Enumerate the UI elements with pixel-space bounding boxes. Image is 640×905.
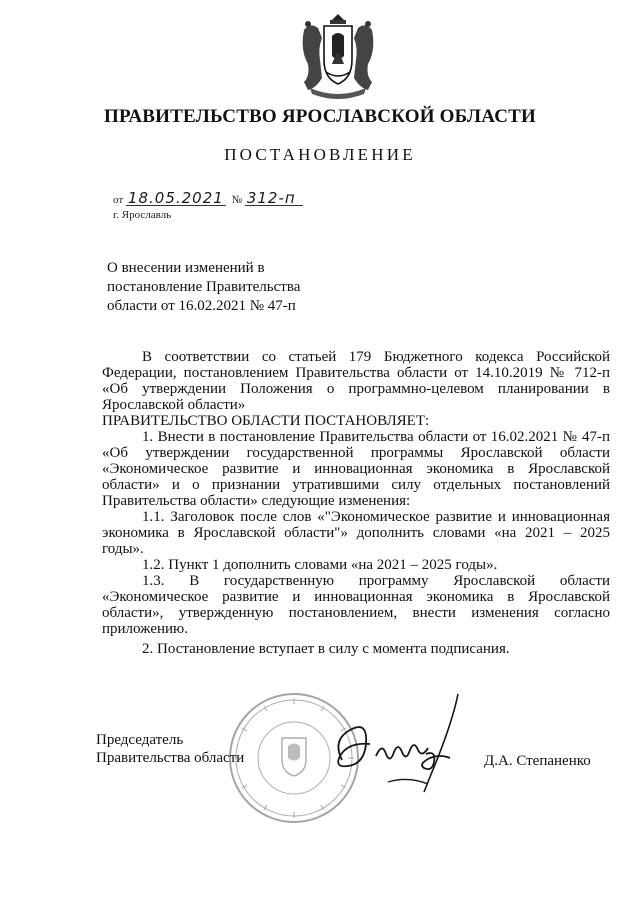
document-subject (107, 259, 337, 316)
org-title: ПРАВИТЕЛЬСТВО ЯРОСЛАВСКОЙ ОБЛАСТИ (104, 106, 536, 127)
subject-line: постановление Правительства (107, 279, 301, 295)
signatory-name: Д.А. Степаненко (484, 753, 591, 769)
signatory-position (96, 731, 244, 767)
coat-of-arms-emblem (296, 10, 380, 102)
item-2-paragraph: 2. Постановление вступает в силу с момента подписания. (142, 641, 510, 657)
preamble-paragraph: В соответствии со статьей 179 Бюджетного кодекса Российской Федерации, постановлением Правительства области от 14.10.2019 № 712-п «Об утверждении Положения о программно-целевом планировании в Ярославской области» (102, 349, 610, 413)
document-city: г. Ярославль (113, 209, 172, 221)
document-body (102, 349, 610, 657)
document-date: 18.05.2021 (127, 189, 224, 207)
item-1-3-paragraph: 1.3. В государственную программу Ярославской области «Экономическое развитие и инновационная экономика в Ярославской области», утвержденную постановлением, внести изменения согласно приложению. (102, 573, 610, 637)
position-line: Правительства области (96, 750, 245, 766)
date-number-line (113, 191, 303, 206)
number-prefix: № (231, 194, 243, 206)
item-1-paragraph: 1. Внести в постановление Правительства области от 16.02.2021 № 47-п «Об утверждении государственной программы Ярославской области «Экономическое развитие и инновационная экономика в Ярославской области» и о признании утратившими силу отдельных постановлений Правительства области» следующие изменения: (102, 429, 610, 509)
document-type: ПОСТАНОВЛЕНИЕ (224, 145, 416, 164)
document-number: 312-п (245, 191, 303, 206)
item-1-2-paragraph: 1.2. Пункт 1 дополнить словами «на 2021 – 2025 годы». (142, 557, 498, 573)
position-line: Председатель (96, 732, 184, 748)
handwritten-signature (318, 690, 468, 802)
subject-line: О внесении изменений в (107, 260, 265, 276)
subject-line: области от 16.02.2021 № 47-п (107, 298, 296, 314)
item-1-1-paragraph: 1.1. Заголовок после слов «"Экономическое развитие и инновационная экономика в Ярославской области"» дополнить словами «на 2021 – 2025 годы». (102, 509, 610, 557)
resolve-heading: ПРАВИТЕЛЬСТВО ОБЛАСТИ ПОСТАНОВЛЯЕТ: (102, 413, 430, 429)
date-prefix: от (113, 194, 124, 206)
